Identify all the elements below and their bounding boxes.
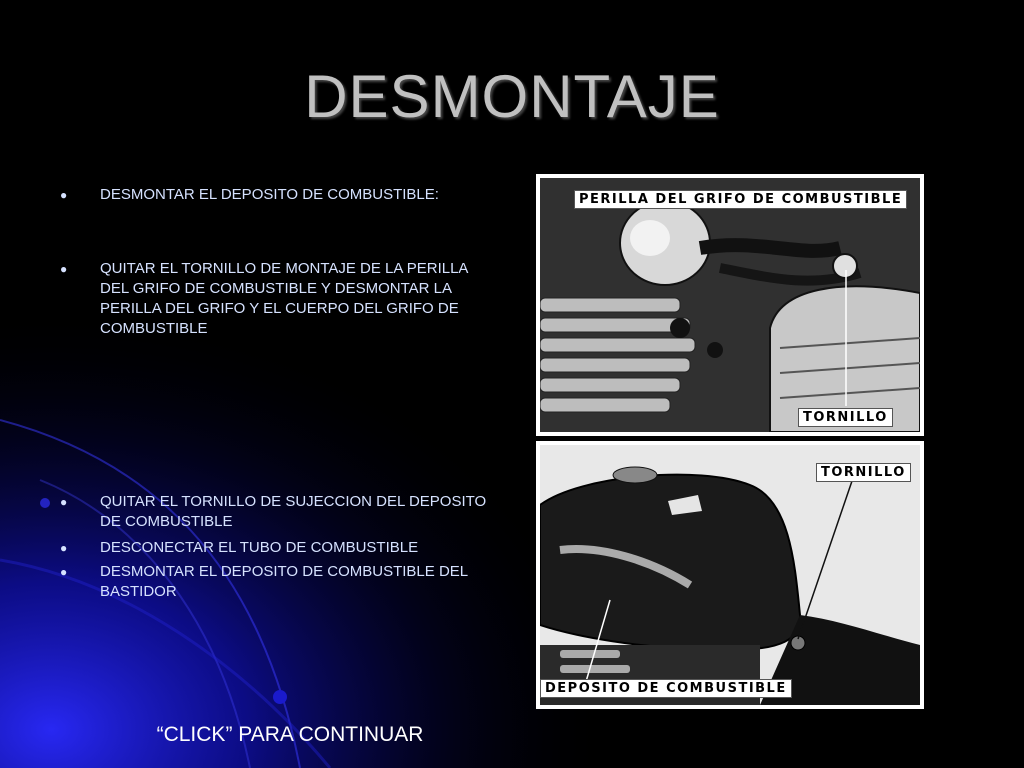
photo2-label-bottom: DEPOSITO DE COMBUSTIBLE — [540, 679, 792, 698]
fuel-tank-illustration — [540, 445, 920, 705]
bullet-dot-icon: ● — [60, 262, 68, 276]
slide-title: DESMONTAJE — [304, 63, 720, 130]
engine-illustration — [540, 178, 920, 432]
bullet-dot-icon: ● — [60, 188, 68, 202]
bullet-text: QUITAR EL TORNILLO DE MONTAJE DE LA PERILLA DEL GRIFO DE COMBUSTIBLE Y DESMONTAR LA PERILLA DEL GRIFO Y EL CUERPO DEL GRIFO DE COMBUSTIBLE — [100, 260, 468, 337]
bullet-dot-icon: ● — [60, 565, 68, 579]
bullet-item — [60, 538, 500, 558]
bullet-text: DESCONECTAR EL TUBO DE COMBUSTIBLE — [100, 539, 419, 556]
bullet-item — [60, 185, 500, 205]
continue-button[interactable]: “CLICK” PARA CONTINUAR — [156, 723, 424, 746]
bullet-text: DESMONTAR EL DEPOSITO DE COMBUSTIBLE DEL BASTIDOR — [100, 563, 468, 600]
bullet-dot-icon: ● — [60, 541, 68, 555]
bullet-item — [60, 562, 500, 602]
photo2-label-top: TORNILLO — [816, 463, 911, 482]
engine-photo — [536, 174, 924, 436]
bullet-item — [60, 492, 500, 532]
bullet-text: QUITAR EL TORNILLO DE SUJECCION DEL DEPOSITO DE COMBUSTIBLE — [100, 493, 487, 530]
bullet-dot-icon: ● — [60, 495, 68, 509]
photo1-label-top: PERILLA DEL GRIFO DE COMBUSTIBLE — [574, 190, 907, 209]
bullet-item — [60, 259, 500, 339]
fuel-tank-photo — [536, 441, 924, 709]
bullet-text: DESMONTAR EL DEPOSITO DE COMBUSTIBLE: — [100, 186, 439, 203]
photo1-label-bottom: TORNILLO — [798, 408, 893, 427]
